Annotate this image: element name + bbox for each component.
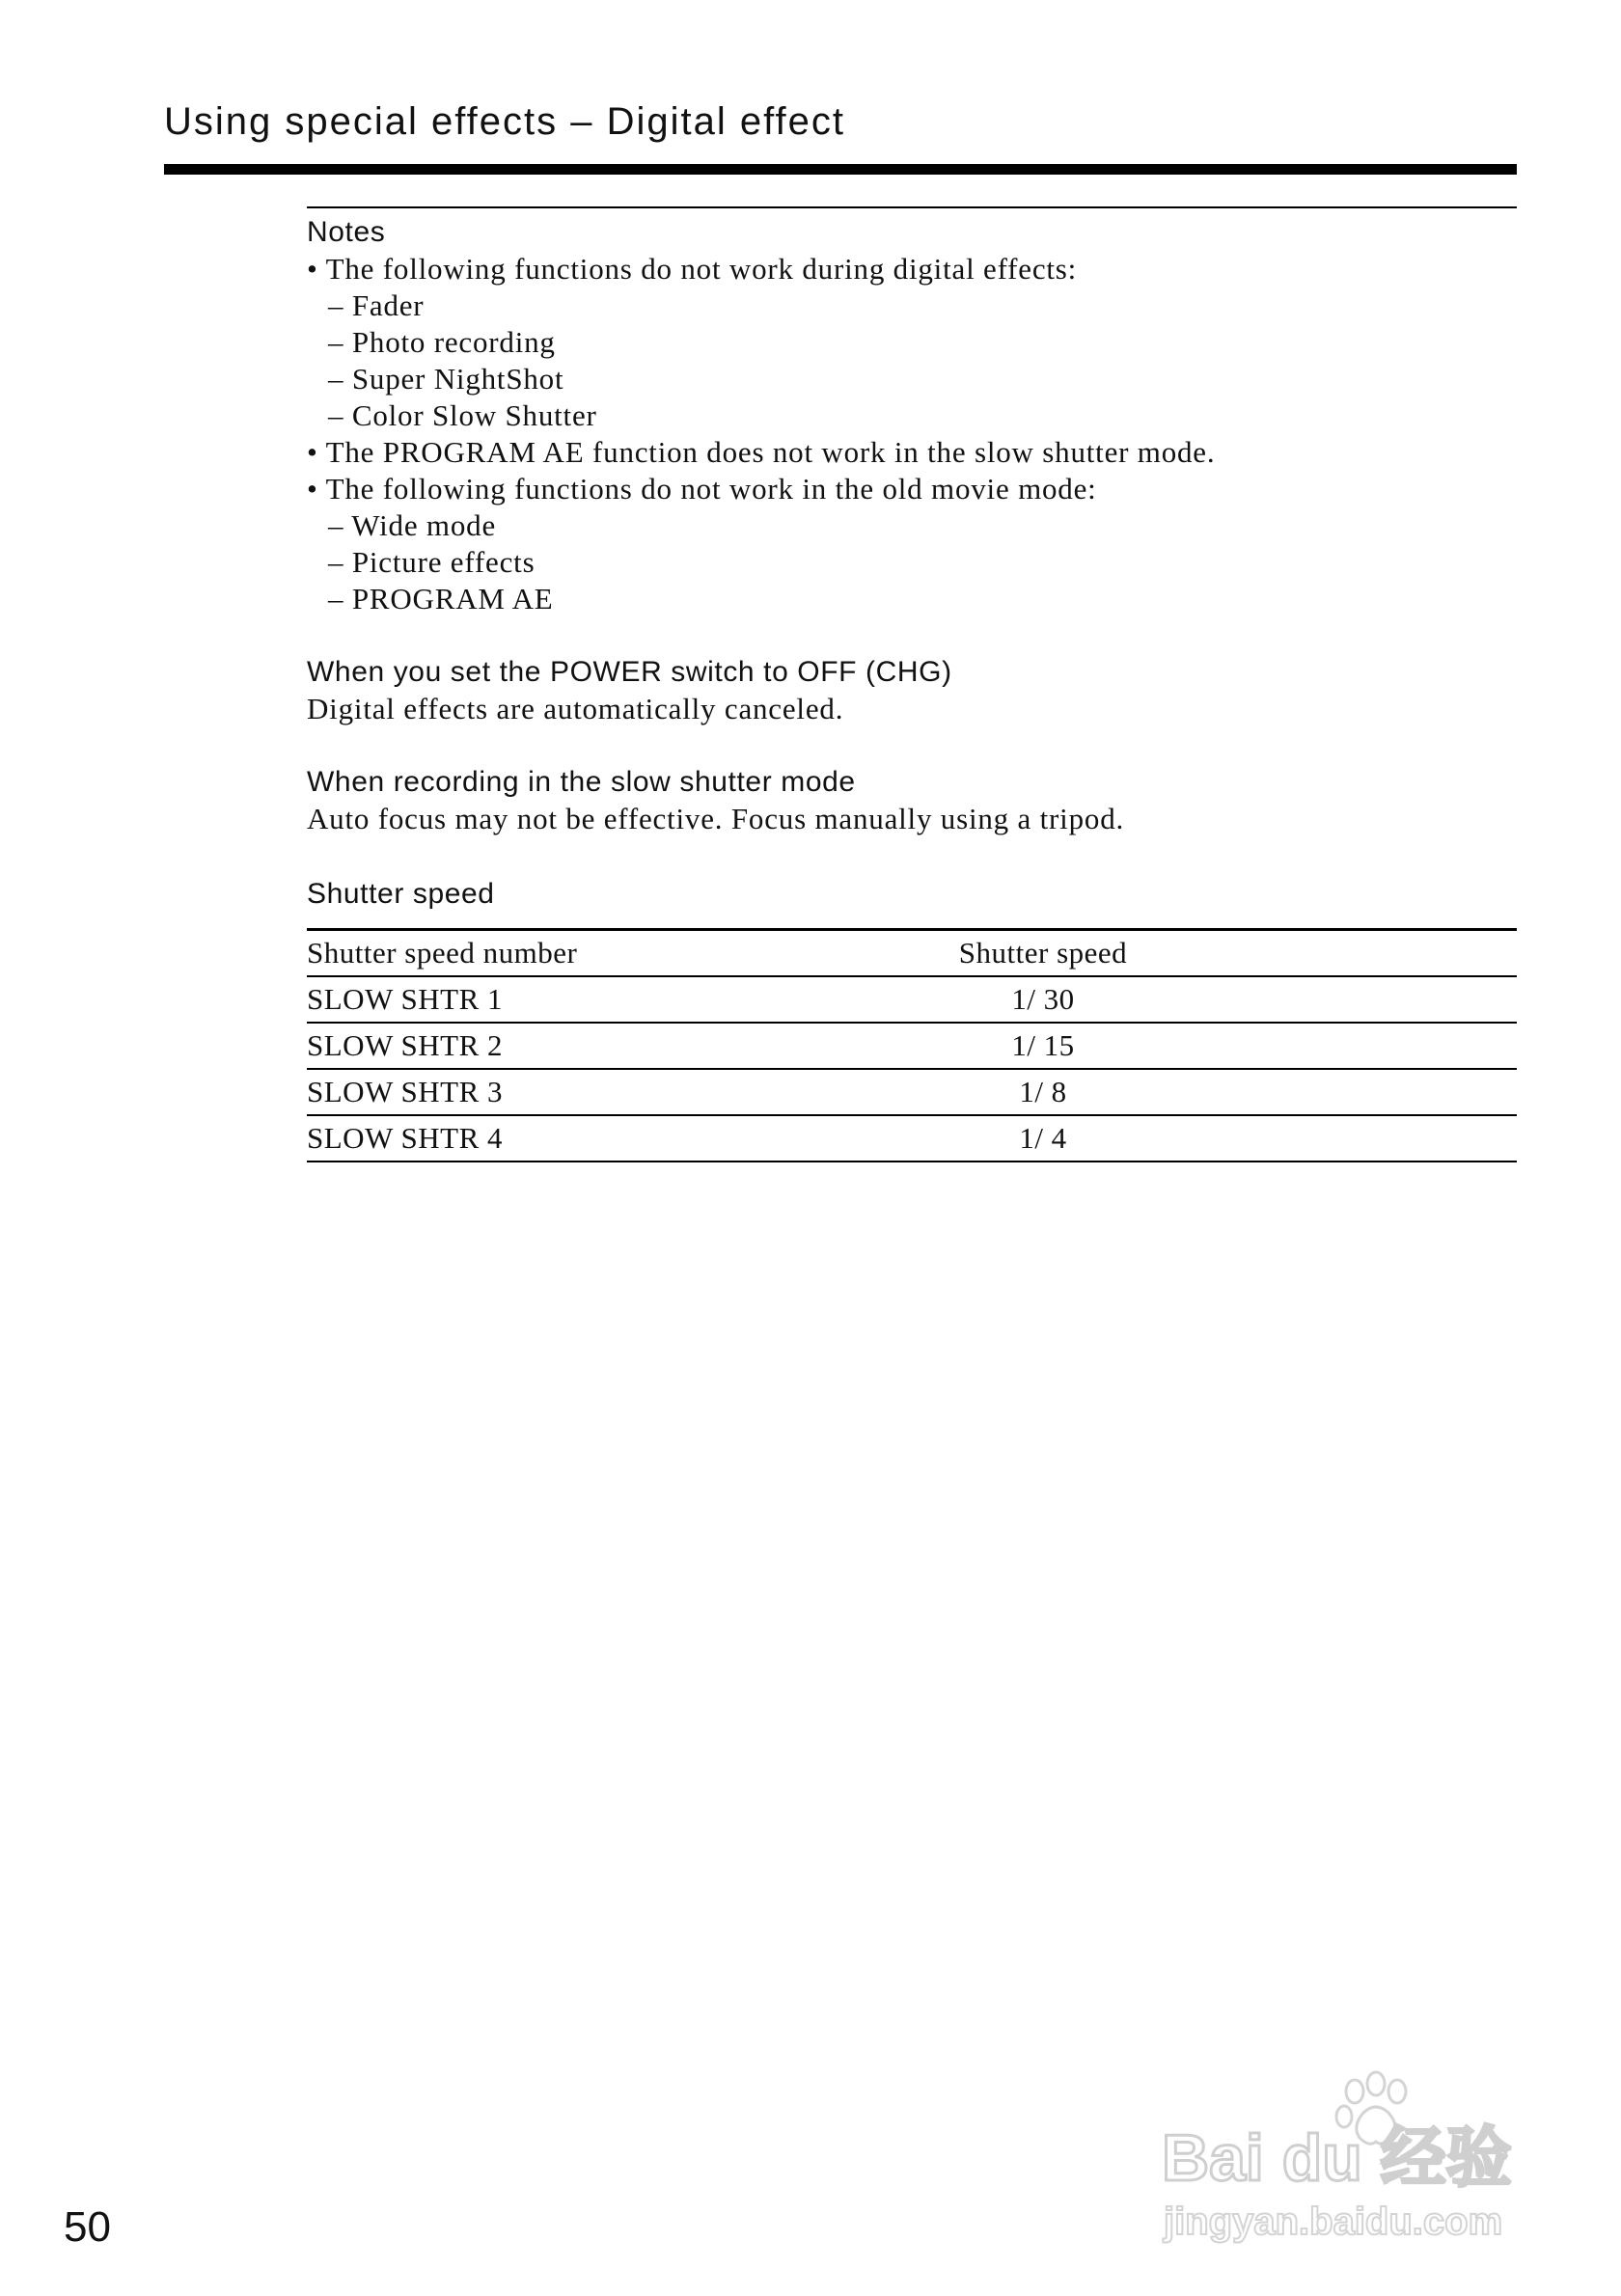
column-header-cell — [944, 930, 1517, 977]
notes-line: – Photo recording — [328, 325, 556, 359]
notes-line: – Picture effects — [328, 545, 536, 579]
table-row — [307, 1115, 1517, 1162]
slow-shutter-heading: When recording in the slow shutter mode — [307, 766, 856, 798]
content-area — [307, 206, 1517, 1162]
notes-line: – Super NightShot — [328, 362, 564, 396]
notes-line: – Color Slow Shutter — [328, 398, 597, 432]
table-cell-wrap — [944, 976, 1517, 1023]
table-cell: 1/ 8 — [1019, 1075, 1067, 1108]
table-cell: SLOW SHTR 3 — [307, 1075, 504, 1108]
power-heading: When you set the POWER switch to OFF (CHG) — [307, 656, 952, 688]
column-header: Shutter speed — [958, 936, 1128, 970]
baidu-watermark-logo — [1156, 2063, 1542, 2255]
slow-shutter-section — [307, 764, 1517, 837]
power-text: Digital effects are automatically canceled. — [307, 692, 844, 725]
table-cell: 1/ 15 — [1011, 1028, 1075, 1062]
page-title: Using special effects – Digital effect — [164, 100, 845, 143]
column-header: Shutter speed number — [307, 936, 578, 970]
notes-line: • The following functions do not work in the old movie mode: — [307, 472, 1097, 506]
notes-line: • The following functions do not work during digital effects: — [307, 252, 1078, 286]
page-number: 50 — [64, 2203, 111, 2251]
title-rule — [164, 164, 1517, 175]
table-row — [307, 976, 1517, 1023]
table-cell-wrap — [944, 1023, 1517, 1069]
shutter-speed-heading: Shutter speed — [307, 878, 495, 910]
notes-line: – Wide mode — [328, 508, 497, 542]
watermark-brand: Bai du 经验 — [1162, 2121, 1512, 2195]
table-cell: 1/ 4 — [1019, 1121, 1067, 1155]
table-header-row — [307, 930, 1517, 977]
table-row — [307, 1023, 1517, 1069]
power-section — [307, 654, 1517, 727]
table-cell: SLOW SHTR 1 — [307, 982, 504, 1016]
notes-line: – PROGRAM AE — [328, 582, 554, 615]
notes-heading: Notes — [307, 216, 386, 248]
slow-shutter-text: Auto focus may not be effective. Focus manually using a tripod. — [307, 802, 1125, 835]
table-cell: 1/ 30 — [1011, 982, 1075, 1016]
notes-rule — [307, 206, 1517, 208]
watermark-url: jingyan.baidu.com — [1164, 2200, 1503, 2243]
table-cell-wrap — [944, 1115, 1517, 1162]
notes-line: – Fader — [328, 288, 425, 322]
table-cell: SLOW SHTR 4 — [307, 1121, 504, 1155]
table-row — [307, 1069, 1517, 1115]
shutter-speed-table — [307, 928, 1517, 1162]
table-cell: SLOW SHTR 2 — [307, 1028, 504, 1062]
notes-line: • The PROGRAM AE function does not work in the slow shutter mode. — [307, 435, 1216, 469]
table-cell-wrap — [944, 1069, 1517, 1115]
notes-block — [307, 214, 1517, 617]
shutter-speed-section — [307, 876, 1517, 1162]
